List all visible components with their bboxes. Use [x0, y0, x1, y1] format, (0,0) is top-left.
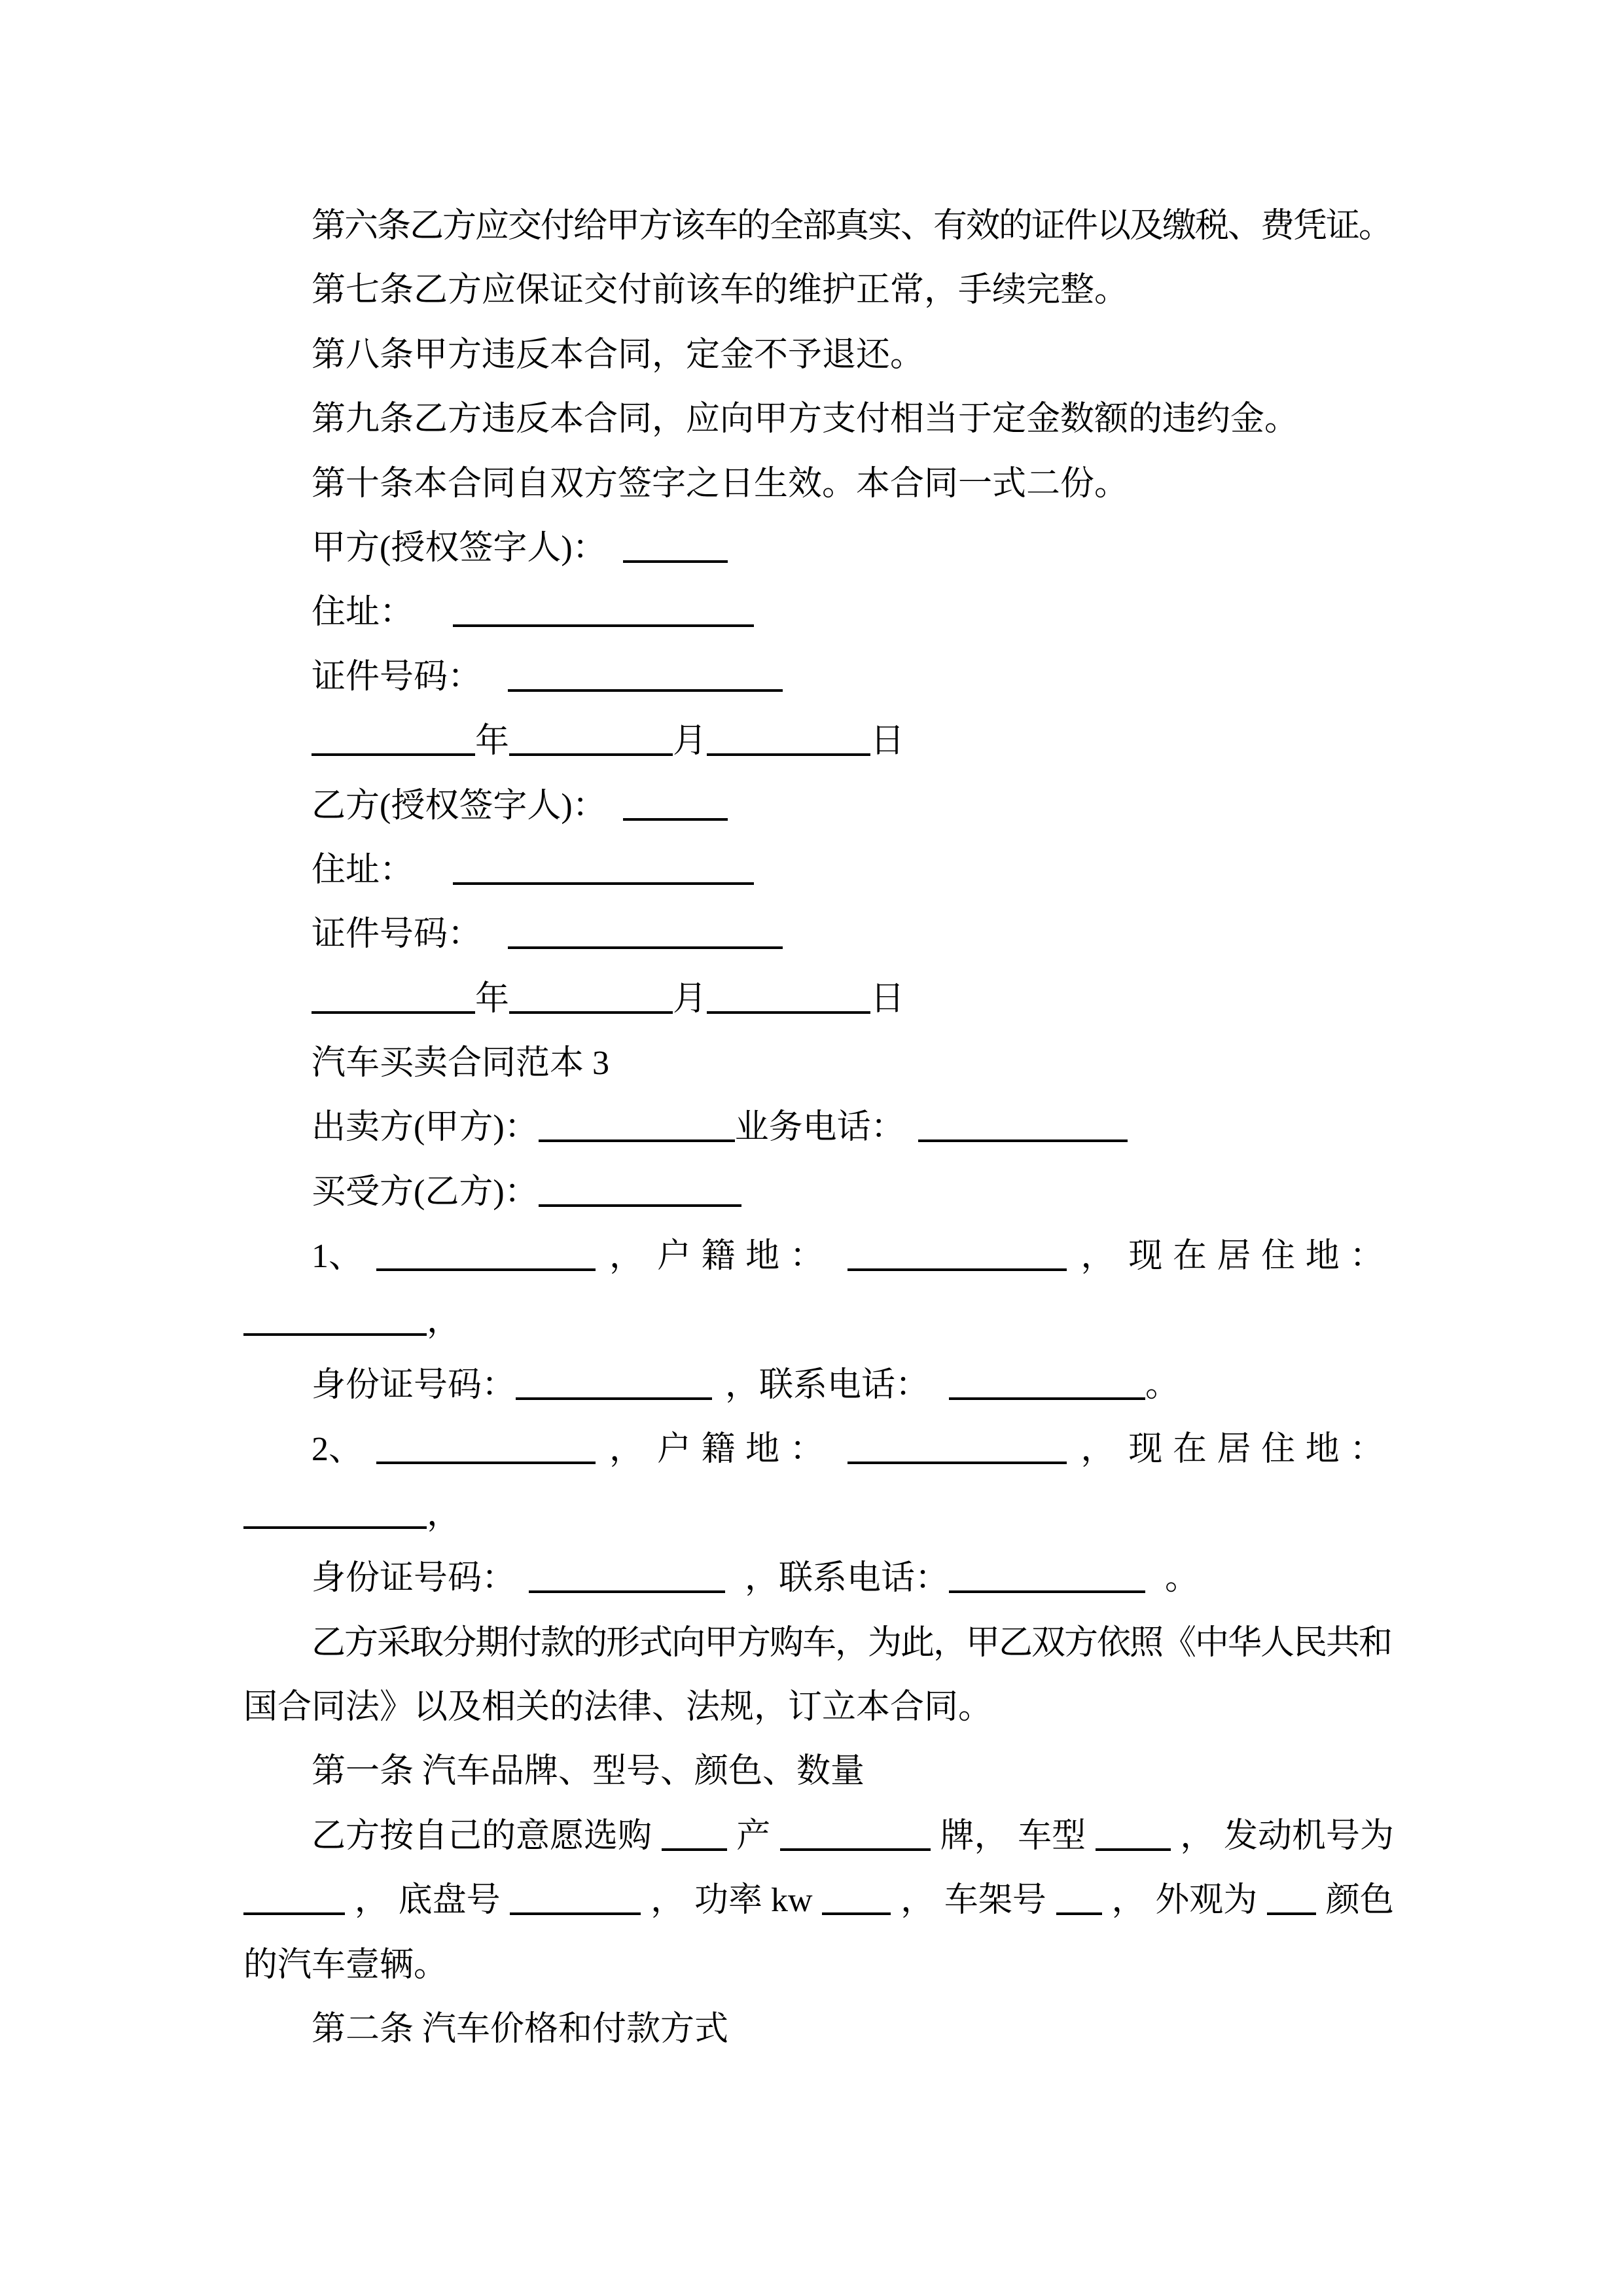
clause-10-line — [243, 452, 1394, 516]
blank-field — [1267, 1912, 1316, 1915]
article-1-heading-line — [243, 1740, 1394, 1804]
text-run: 底盘号 — [398, 1882, 501, 1920]
text-run: 功率 kw — [694, 1882, 813, 1920]
blank-field — [529, 1590, 725, 1593]
blank-field — [1096, 1848, 1171, 1851]
text-run: ， — [609, 1238, 643, 1276]
text-run: ， — [609, 1431, 643, 1469]
text-run: 乙方(授权签字人)： — [312, 787, 607, 825]
text-run: ， — [354, 1882, 389, 1920]
gap-spacer — [929, 1395, 949, 1396]
blank-field — [707, 1011, 870, 1014]
text-run: 户籍地： — [656, 1431, 834, 1469]
text-run: 产 — [736, 1817, 771, 1855]
buyer-2-line — [243, 1418, 1394, 1482]
blank-field — [1056, 1912, 1102, 1915]
blank-field — [623, 818, 728, 821]
text-run: 出卖方(甲方)： — [312, 1109, 539, 1147]
blank-field — [312, 753, 475, 756]
text-run: ， — [427, 1495, 461, 1533]
text-run: 身份证号码： — [312, 1367, 516, 1405]
buyer-1-residence-cont-line — [243, 1289, 1394, 1354]
blank-field — [376, 1462, 596, 1464]
clause-8-line — [243, 323, 1394, 387]
blank-field — [508, 689, 783, 692]
text-run: 外观为 — [1155, 1882, 1258, 1920]
text-run: 乙方按自己的意愿选购 — [312, 1817, 652, 1855]
text-run: 住址： — [312, 594, 414, 632]
text-run: 牌， — [940, 1817, 1008, 1855]
party-a-id-line — [243, 645, 1394, 709]
text-run: ， — [427, 1302, 461, 1340]
gap-spacer — [414, 622, 453, 623]
page-text-block — [243, 194, 1394, 2062]
vehicle-spec-line — [243, 1804, 1394, 1869]
text-run: 住址： — [312, 851, 414, 889]
text-run: 第七条乙方应保证交付前该车的维护正常，手续完整。 — [312, 272, 1129, 310]
text-run: ， — [1180, 1817, 1215, 1855]
text-run: 证件号码： — [312, 658, 482, 696]
blank-field — [822, 1912, 891, 1915]
text-run: 第一条 汽车品牌、型号、颜色、数量 — [312, 1753, 865, 1791]
text-run: 甲方(授权签字人)： — [312, 529, 607, 567]
gap-spacer — [414, 880, 453, 881]
template-3-title-line — [243, 1031, 1394, 1096]
blank-field — [847, 1462, 1067, 1464]
text-run: 1、 — [312, 1238, 363, 1276]
installment-intro-cont-line — [243, 1676, 1394, 1740]
buyer-1-line — [243, 1225, 1394, 1289]
blank-field — [847, 1268, 1067, 1271]
text-run: 年 — [475, 980, 510, 1018]
party-b-address-line — [243, 838, 1394, 903]
text-run: 买受方(乙方)： — [312, 1173, 539, 1211]
clause-6-line — [243, 194, 1394, 259]
blank-field — [509, 753, 673, 756]
blank-field — [453, 624, 754, 627]
blank-field — [707, 753, 870, 756]
text-run: 颜色 — [1325, 1882, 1394, 1920]
blank-field — [949, 1397, 1145, 1400]
clause-9-line — [243, 387, 1394, 452]
text-run: 月 — [673, 723, 707, 761]
text-run: ， — [651, 1882, 685, 1920]
gap-spacer — [725, 1588, 745, 1589]
text-run: 第九条乙方违反本合同，应向甲方支付相当于定金数额的违约金。 — [312, 401, 1299, 439]
text-run: 证件号码： — [312, 916, 482, 954]
vehicle-spec-end-line — [243, 1933, 1394, 1998]
buyer-line — [243, 1160, 1394, 1225]
blank-field — [508, 946, 783, 949]
text-run: 的汽车壹辆。 — [243, 1946, 448, 1984]
buyer-2-id-phone-line — [243, 1547, 1394, 1611]
text-run: ， — [1080, 1238, 1115, 1276]
text-run: ，联系电话： — [745, 1560, 950, 1598]
text-run: 国合同法》以及相关的法律、法规，订立本合同。 — [243, 1688, 993, 1726]
blank-field — [539, 1139, 735, 1142]
text-run: 第十条本合同自双方签字之日生效。本合同一式二份。 — [312, 465, 1129, 503]
text-run: 2、 — [312, 1431, 363, 1469]
text-run: 业务电话： — [734, 1109, 905, 1147]
party-b-signer-line — [243, 774, 1394, 838]
article-2-heading-line — [243, 1998, 1394, 2062]
text-run: 第六条乙方应交付给甲方该车的全部真实、有效的证件以及缴税、费凭证。 — [312, 207, 1392, 245]
blank-field — [539, 1204, 741, 1207]
text-run: 车型 — [1018, 1817, 1086, 1855]
text-run: 汽车买卖合同范本 3 — [312, 1045, 610, 1083]
party-a-signer-line — [243, 516, 1394, 581]
text-run: 。 — [1145, 1367, 1180, 1405]
blank-field — [623, 560, 728, 563]
gap-spacer — [607, 816, 623, 817]
text-run: 第八条甲方违反本合同，定金不予退还。 — [312, 336, 925, 374]
blank-field — [243, 1912, 345, 1915]
text-run: ， — [901, 1882, 935, 1920]
seller-line — [243, 1096, 1394, 1160]
blank-field — [453, 882, 754, 885]
blank-field — [312, 1011, 475, 1014]
text-run: 乙方采取分期付款的形式向甲方购车，为此，甲乙双方依照《中华人民共和 — [312, 1624, 1392, 1662]
blank-field — [949, 1590, 1145, 1593]
gap-spacer — [516, 1588, 529, 1589]
text-run: 月 — [673, 980, 707, 1018]
installment-intro-line — [243, 1611, 1394, 1676]
gap-spacer — [1145, 1588, 1165, 1589]
text-run: ， — [1080, 1431, 1115, 1469]
party-a-address-line — [243, 581, 1394, 645]
blank-field — [918, 1139, 1128, 1142]
text-run: 车架号 — [944, 1882, 1046, 1920]
text-run: 身份证号码： — [312, 1560, 516, 1598]
text-run: 第二条 汽车价格和付款方式 — [312, 2010, 729, 2048]
text-run: 现在居住地： — [1128, 1238, 1394, 1276]
text-run: 发动机号为 — [1223, 1817, 1394, 1855]
blank-field — [516, 1397, 712, 1400]
party-a-date-line — [243, 709, 1394, 774]
party-b-date-line — [243, 967, 1394, 1031]
party-b-id-line — [243, 903, 1394, 967]
vehicle-spec-cont-line — [243, 1869, 1394, 1933]
text-run: ， — [1111, 1882, 1146, 1920]
blank-field — [376, 1268, 596, 1271]
buyer-2-residence-cont-line — [243, 1482, 1394, 1547]
blank-field — [243, 1526, 427, 1529]
text-run: 。 — [1165, 1560, 1200, 1598]
text-run: 日 — [870, 723, 905, 761]
buyer-1-id-phone-line — [243, 1354, 1394, 1418]
gap-spacer — [712, 1395, 725, 1396]
clause-7-line — [243, 259, 1394, 323]
gap-spacer — [482, 944, 508, 945]
gap-spacer — [482, 687, 508, 688]
blank-field — [510, 1912, 641, 1915]
blank-field — [243, 1333, 427, 1336]
blank-field — [780, 1848, 931, 1851]
text-run: ，联系电话： — [725, 1367, 930, 1405]
text-run: 现在居住地： — [1128, 1431, 1394, 1469]
blank-field — [662, 1848, 727, 1851]
text-run: 户籍地： — [656, 1238, 834, 1276]
blank-field — [509, 1011, 673, 1014]
text-run: 日 — [870, 980, 905, 1018]
gap-spacer — [607, 558, 623, 559]
text-run: 年 — [475, 723, 510, 761]
